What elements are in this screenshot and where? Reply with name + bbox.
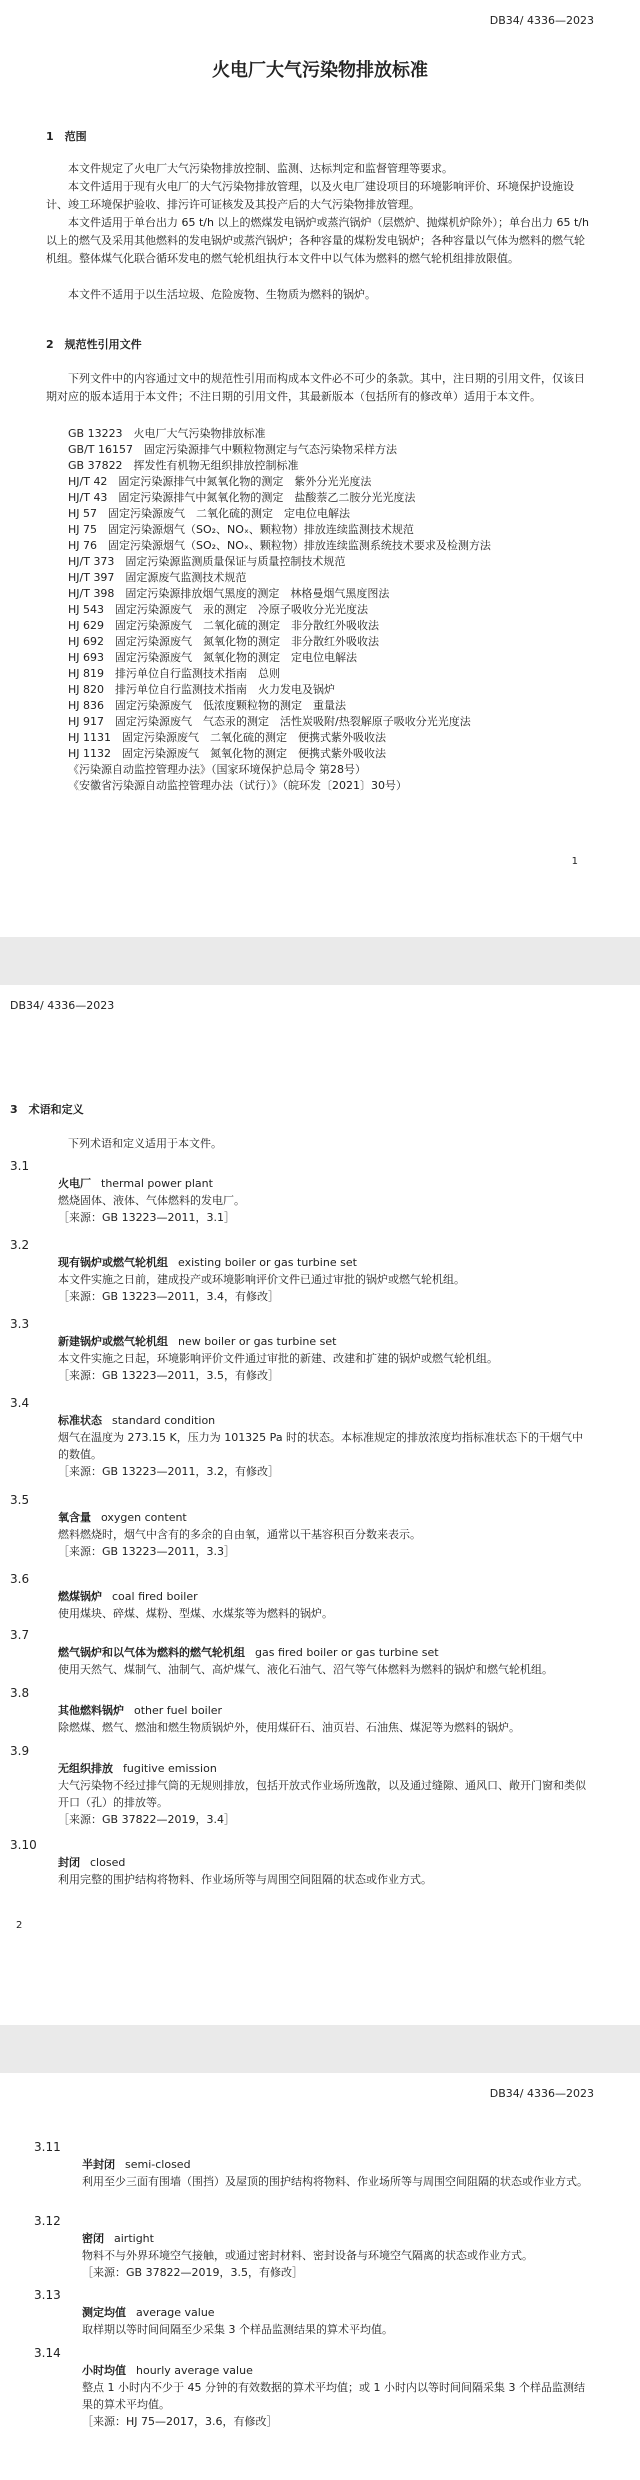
term-name-en: average value	[136, 2306, 215, 2319]
term-name	[58, 1333, 594, 1350]
reference-item: HJ 57 固定污染源废气 二氧化硫的测定 定电位电解法	[68, 507, 351, 520]
term-name-cn: 半封闭	[82, 2158, 115, 2171]
term-name-cn: 火电厂	[58, 1177, 91, 1190]
term-name	[58, 1412, 594, 1429]
term-entry	[34, 2287, 594, 2338]
term-definition: 大气污染物不经过排气筒的无规则排放，包括开放式作业场所逸散，以及通过缝隙、通风口、敞开门窗和类似开口（孔）的排放等。	[58, 1779, 586, 1809]
term-entry	[10, 1837, 594, 1888]
terms-intro: 下列术语和定义适用于本文件。	[68, 1137, 222, 1150]
term-definition: 除燃煤、燃气、燃油和燃生物质锅炉外，使用煤矸石、油页岩、石油焦、煤泥等为燃料的锅炉。	[58, 1721, 520, 1734]
term-name-cn: 小时均值	[82, 2364, 126, 2377]
term-definition: 使用煤块、碎煤、煤粉、型煤、水煤浆等为燃料的锅炉。	[58, 1607, 333, 1620]
term-number: 3.7	[10, 1628, 30, 1642]
term-name	[58, 1702, 594, 1719]
reference-item: HJ 1131 固定污染源废气 二氧化硫的测定 便携式紫外吸收法	[68, 731, 387, 744]
section-3-heading: 3 术语和定义	[10, 1103, 84, 1116]
term-definition: 燃烧固体、液体、气体燃料的发电厂。	[58, 1194, 245, 1207]
term-name-en: existing boiler or gas turbine set	[178, 1256, 357, 1269]
normative-references-intro: 下列文件中的内容通过文中的规范性引用而构成本文件必不可少的条款。其中，注日期的引用文件，仅该日期对应的版本适用于本文件；不注日期的引用文件，其最新版本（包括所有的修改单）适用于本文件。	[46, 372, 585, 403]
reference-item: HJ 692 固定污染源废气 氮氧化物的测定 非分散红外吸收法	[68, 635, 380, 648]
term-name-en: gas fired boiler or gas turbine set	[255, 1646, 439, 1659]
term-number: 3.1	[10, 1159, 30, 1173]
term-definition: 本文件实施之日起，环境影响评价文件通过审批的新建、改建和扩建的锅炉或燃气轮机组。	[58, 1352, 498, 1365]
term-entry	[34, 2345, 594, 2430]
term-definition: 利用至少三面有围墙（围挡）及屋顶的围护结构将物料、作业场所等与周围空间阻隔的状态或作业方式。	[82, 2175, 588, 2188]
term-entry	[10, 1237, 594, 1305]
reference-item: HJ 1132 固定污染源废气 氮氧化物的测定 便携式紫外吸收法	[68, 747, 387, 760]
reference-item: GB/T 16157 固定污染源排气中颗粒物测定与气态污染物采样方法	[68, 443, 397, 456]
term-name-cn: 现有锅炉或燃气轮机组	[58, 1256, 168, 1269]
term-name-cn: 其他燃料锅炉	[58, 1704, 124, 1717]
term-entry	[10, 1492, 594, 1560]
term-name-en: thermal power plant	[101, 1177, 213, 1190]
reference-item: HJ/T 373 固定污染源监测质量保证与质量控制技术规范	[68, 555, 346, 568]
term-name-cn: 燃气锅炉和以气体为燃料的燃气轮机组	[58, 1646, 245, 1659]
term-source: ［来源：GB 37822—2019，3.4］	[58, 1813, 236, 1826]
term-name	[58, 1644, 594, 1661]
term-entry	[10, 1316, 594, 1384]
reference-item: 《安徽省污染源自动监控管理办法（试行）》（皖环发〔2021〕30号）	[68, 779, 407, 792]
term-name-cn: 无组织排放	[58, 1762, 113, 1775]
document-page-2	[0, 985, 640, 2025]
term-name-en: semi-closed	[125, 2158, 191, 2171]
document-page-1	[0, 0, 640, 937]
term-name-en: oxygen content	[101, 1511, 187, 1524]
term-number: 3.8	[10, 1686, 30, 1700]
term-name-cn: 氧含量	[58, 1511, 91, 1524]
term-name-en: fugitive emission	[123, 1762, 217, 1775]
term-name-en: closed	[90, 1856, 126, 1869]
term-number: 3.14	[34, 2346, 61, 2360]
page-number: 1	[571, 856, 578, 867]
scope-paragraph-2: 本文件适用于现有火电厂的大气污染物排放管理，以及火电厂建设项目的环境影响评价、环境保护设施设计、竣工环境保护验收、排污许可证核发及其投产后的大气污染物排放管理。	[46, 180, 574, 211]
term-entry	[34, 2213, 594, 2281]
reference-item: HJ/T 43 固定污染源排气中氮氧化物的测定 盐酸萘乙二胺分光光度法	[68, 491, 416, 504]
term-name-cn: 密闭	[82, 2232, 104, 2245]
term-entry	[10, 1158, 594, 1226]
term-number: 3.6	[10, 1572, 30, 1586]
term-entry	[10, 1395, 594, 1480]
term-name	[58, 1588, 594, 1605]
term-source: ［来源：GB 13223—2011，3.3］	[58, 1545, 236, 1558]
term-name-cn: 封闭	[58, 1856, 80, 1869]
term-name-cn: 燃煤锅炉	[58, 1590, 102, 1603]
term-name	[82, 2304, 594, 2321]
term-definition: 物料不与外界环境空气接触，或通过密封材料、密封设备与环境空气隔离的状态或作业方式。	[82, 2249, 533, 2262]
section-1-heading: 1 范围	[46, 130, 87, 143]
reference-item: HJ 543 固定污染源废气 汞的测定 冷原子吸收分光光度法	[68, 603, 369, 616]
term-name	[58, 1254, 594, 1271]
scope-paragraph-1: 本文件规定了火电厂大气污染物排放控制、监测、达标判定和监督管理等要求。	[68, 162, 453, 175]
term-number: 3.4	[10, 1396, 30, 1410]
standard-number: DB34/ 4336—2023	[10, 999, 115, 1012]
reference-item: HJ/T 397 固定源废气监测技术规范	[68, 571, 247, 584]
term-definition: 利用完整的围护结构将物料、作业场所等与周围空间阻隔的状态或作业方式。	[58, 1873, 432, 1886]
term-source: ［来源：GB 13223—2011，3.4，有修改］	[58, 1290, 280, 1303]
reference-item: HJ 693 固定污染源废气 氮氧化物的测定 定电位电解法	[68, 651, 358, 664]
term-source: ［来源：HJ 75—2017，3.6，有修改］	[82, 2415, 278, 2428]
term-definition: 本文件实施之日前，建成投产或环境影响评价文件已通过审批的锅炉或燃气轮机组。	[58, 1273, 465, 1286]
scope-paragraph-4: 本文件不适用于以生活垃圾、危险废物、生物质为燃料的锅炉。	[68, 288, 376, 301]
term-name-en: hourly average value	[136, 2364, 253, 2377]
reference-item: GB 37822 挥发性有机物无组织排放控制标准	[68, 459, 299, 472]
term-number: 3.3	[10, 1317, 30, 1331]
term-definition: 燃料燃烧时，烟气中含有的多余的自由氧，通常以干基容积百分数来表示。	[58, 1528, 421, 1541]
term-name-en: standard condition	[112, 1414, 216, 1427]
term-name-en: other fuel boiler	[134, 1704, 223, 1717]
term-number: 3.12	[34, 2214, 61, 2228]
term-source: ［来源：GB 13223—2011，3.5，有修改］	[58, 1369, 280, 1382]
reference-item: HJ 75 固定污染源烟气（SO₂、NOₓ、颗粒物）排放连续监测技术规范	[68, 523, 414, 536]
document-title: 火电厂大气污染物排放标准	[212, 60, 428, 81]
term-number: 3.2	[10, 1238, 30, 1252]
standard-number: DB34/ 4336—2023	[489, 2087, 594, 2100]
term-source: ［来源：GB 13223—2011，3.1］	[58, 1211, 236, 1224]
term-name-en: airtight	[114, 2232, 154, 2245]
term-definition: 整点 1 小时内不少于 45 分钟的有效数据的算术平均值；或 1 小时内以等时间间隔采集 3 个样品监测结果的算术平均值。	[82, 2381, 585, 2411]
term-name	[82, 2230, 594, 2247]
page-number: 2	[16, 1920, 23, 1931]
reference-item: 《污染源自动监控管理办法》（国家环境保护总局令 第28号）	[68, 763, 366, 776]
term-name-en: coal fired boiler	[112, 1590, 198, 1603]
term-source: ［来源：GB 37822—2019，3.5，有修改］	[82, 2266, 304, 2279]
reference-item: HJ 76 固定污染源烟气（SO₂、NOₓ、颗粒物）排放连续监测系统技术要求及检测方法	[68, 539, 491, 552]
term-name	[82, 2362, 594, 2379]
term-entry	[10, 1571, 594, 1622]
scope-paragraph-3: 本文件适用于单台出力 65 t/h 以上的燃煤发电锅炉或蒸汽锅炉（层燃炉、抛煤机炉除外）；单台出力 65 t/h 以上的燃气及采用其他燃料的发电锅炉或蒸汽锅炉；各种容量的煤粉发电锅炉；各种容量以气体为燃料的燃气轮机组。整体煤气化联合循环发电的燃气轮机组执行本文件中以气体为燃料的燃气轮机组排放限值。	[46, 216, 589, 265]
term-name	[58, 1509, 594, 1526]
standard-number: DB34/ 4336—2023	[489, 14, 594, 27]
term-name	[58, 1175, 594, 1192]
reference-item: HJ 836 固定污染源废气 低浓度颗粒物的测定 重量法	[68, 699, 347, 712]
term-name	[58, 1760, 594, 1777]
term-entry	[10, 1685, 594, 1736]
term-name	[82, 2156, 594, 2173]
reference-item: GB 13223 火电厂大气污染物排放标准	[68, 427, 266, 440]
term-entry	[34, 2139, 594, 2190]
term-name	[58, 1854, 594, 1871]
term-name-cn: 新建锅炉或燃气轮机组	[58, 1335, 168, 1348]
term-definition: 取样期以等时间间隔至少采集 3 个样品监测结果的算术平均值。	[82, 2323, 393, 2336]
term-number: 3.11	[34, 2140, 61, 2154]
term-source: ［来源：GB 13223—2011，3.2，有修改］	[58, 1465, 280, 1478]
term-number: 3.9	[10, 1744, 30, 1758]
reference-item: HJ 917 固定污染源废气 气态汞的测定 活性炭吸附/热裂解原子吸收分光光度法	[68, 715, 471, 728]
term-entry	[10, 1627, 594, 1678]
term-name-cn: 测定均值	[82, 2306, 126, 2319]
reference-item: HJ 820 排污单位自行监测技术指南 火力发电及锅炉	[68, 683, 336, 696]
reference-item: HJ/T 398 固定污染源排放烟气黑度的测定 林格曼烟气黑度图法	[68, 587, 390, 600]
section-2-heading: 2 规范性引用文件	[46, 338, 142, 351]
reference-item: HJ 629 固定污染源废气 二氧化硫的测定 非分散红外吸收法	[68, 619, 380, 632]
reference-item: HJ/T 42 固定污染源排气中氮氧化物的测定 紫外分光光度法	[68, 475, 372, 488]
reference-item: HJ 819 排污单位自行监测技术指南 总则	[68, 667, 281, 680]
term-number: 3.13	[34, 2288, 61, 2302]
term-entry	[10, 1743, 594, 1828]
document-page-3	[0, 2073, 640, 2480]
term-definition: 使用天然气、煤制气、油制气、高炉煤气、液化石油气、沼气等气体燃料为燃料的锅炉和燃气轮机组。	[58, 1663, 553, 1676]
term-definition: 烟气在温度为 273.15 K，压力为 101325 Pa 时的状态。本标准规定的排放浓度均指标准状态下的干烟气中的数值。	[58, 1431, 584, 1461]
term-number: 3.5	[10, 1493, 30, 1507]
term-number: 3.10	[10, 1838, 37, 1852]
reference-list	[68, 426, 594, 794]
term-name-en: new boiler or gas turbine set	[178, 1335, 337, 1348]
term-name-cn: 标准状态	[58, 1414, 102, 1427]
